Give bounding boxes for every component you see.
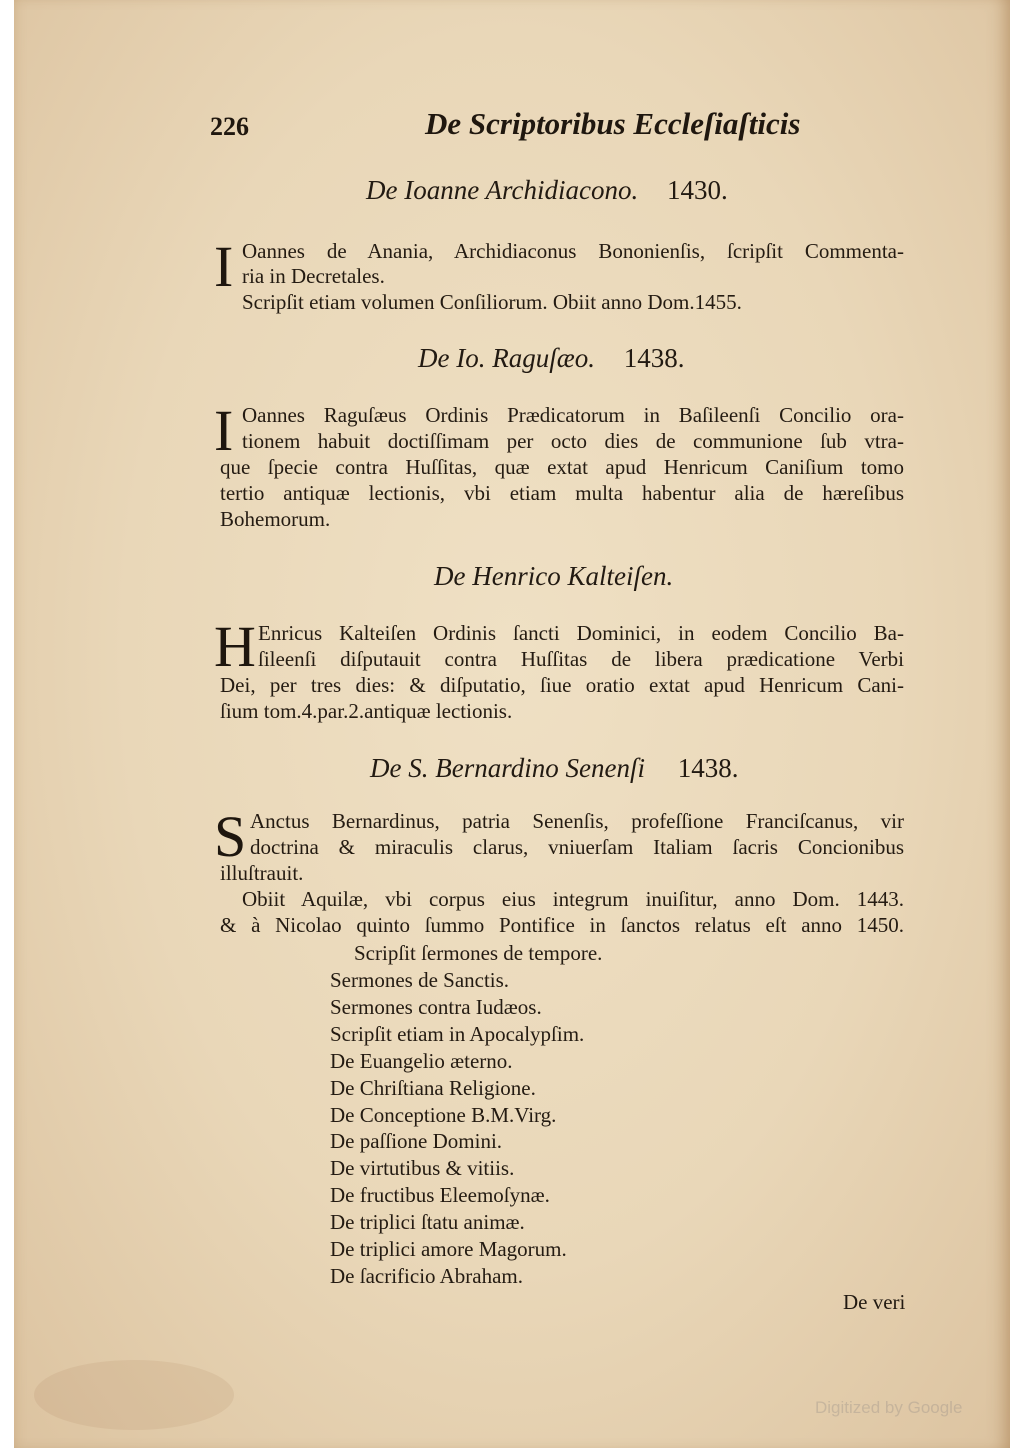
works-list-item: De Conceptione B.M.Virg. — [330, 1102, 557, 1127]
works-intro: Scripſit ſermones de tempore. — [354, 941, 603, 965]
catchword: De veri — [843, 1290, 906, 1314]
drop-cap: I — [214, 398, 234, 463]
page-number: 226 — [210, 112, 249, 141]
text-line: doctrina & miraculis clarus, vniuerſam Italiam ſacris Concionibus — [250, 835, 904, 859]
text-line: ſium tom.4.par.2.antiquæ lectionis. — [220, 699, 513, 723]
text-line: ria in Decretales. — [242, 264, 385, 288]
section-heading — [366, 174, 728, 206]
drop-cap: S — [214, 804, 247, 869]
works-list-item: De Chriſtiana Religione. — [330, 1075, 536, 1100]
works-list-item: De ſacrificio Abraham. — [330, 1263, 523, 1288]
drop-cap: H — [214, 614, 256, 679]
works-list-item: Scripſit etiam in Apocalypſim. — [330, 1021, 585, 1046]
text-line: tertio antiquæ lectionis, vbi etiam multa habentur alia de hæreſibus — [220, 481, 904, 505]
text-line: que ſpecie contra Huſſitas, quæ extat apud Henricum Caniſium tomo — [220, 455, 904, 479]
text-line: ſileenſi diſputauit contra Huſſitas de libera prædicatione Verbi — [258, 647, 904, 671]
drop-cap: I — [214, 234, 234, 299]
section-heading — [370, 752, 738, 784]
text-line: & à Nicolao quinto ſummo Pontifice in ſanctos relatus eſt anno 1450. — [220, 913, 904, 937]
text-line: Oannes de Anania, Archidiaconus Bononienſis, ſcripſit Commenta- — [242, 239, 904, 263]
heading-text: De S. Bernardino Senenſi — [370, 753, 645, 783]
text-line: illuſtrauit. — [220, 861, 304, 885]
section-heading — [434, 560, 673, 592]
text-line: Anctus Bernardinus, patria Senenſis, profeſſione Franciſcanus, vir — [250, 809, 904, 833]
text-line: Bohemorum. — [220, 507, 331, 531]
heading-text: De Ioanne Archidiacono. — [366, 175, 639, 205]
works-list-item: De Euangelio æterno. — [330, 1048, 513, 1073]
text-line: tionem habuit doctiſſimam per octo dies de communione ſub vtra- — [242, 429, 904, 453]
text-line: Oannes Raguſæus Ordinis Prædicatorum in Baſileenſi Concilio ora- — [242, 403, 904, 427]
heading-text: De Henrico Kalteiſen. — [434, 561, 674, 591]
works-list-item: De virtutibus & vitiis. — [330, 1156, 515, 1181]
paper-stain — [34, 1360, 234, 1430]
running-title: De Scriptoribus Eccleſiaſticis — [425, 106, 801, 141]
works-list-item: De triplici amore Magorum. — [330, 1237, 567, 1261]
heading-year: 1430. — [666, 175, 728, 205]
works-list-item: Sermones de Sanctis. — [330, 968, 510, 992]
works-list-item: De fructibus Eleemoſynæ. — [330, 1183, 550, 1208]
text-line: Obiit Aquilæ, vbi corpus eius integrum inuiſitur, anno Dom. 1443. — [242, 887, 904, 911]
works-list-item: De triplici ſtatu animæ. — [330, 1210, 525, 1235]
heading-year: 1438. — [623, 343, 685, 373]
heading-year: 1438. — [677, 753, 739, 783]
book-page — [14, 0, 1010, 1448]
text-line: Dei, per tres dies: & diſputatio, ſiue oratio extat apud Henricum Cani- — [220, 673, 904, 697]
watermark: Digitized by Google — [815, 1398, 963, 1417]
works-list-item: Sermones contra Iudæos. — [330, 994, 542, 1019]
text-line: Enricus Kalteiſen Ordinis ſancti Dominici, in eodem Concilio Ba- — [258, 621, 904, 645]
text-line: Scripſit etiam volumen Conſiliorum. Obiit anno Dom.1455. — [242, 290, 742, 314]
works-list-item: De paſſione Domini. — [330, 1129, 503, 1154]
section-heading — [418, 342, 684, 374]
heading-text: De Io. Raguſæo. — [418, 343, 595, 373]
